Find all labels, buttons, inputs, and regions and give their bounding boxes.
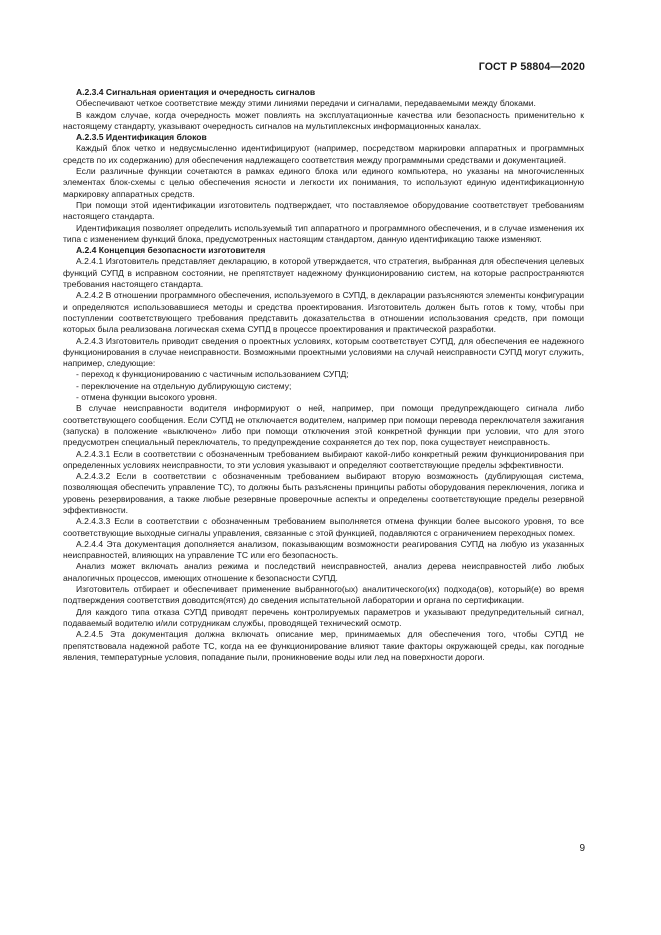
body-paragraph: А.2.4.2 В отношении программного обеспечения, используемого в СУПД, в декларации разъясняются элементы конфигурации и определяются использовавшиеся методы и средства проектирования. Изготовитель должен быть готов к тому, чтобы при поступлении соответствующего требования представить доказательства в отношении использования средств, при помощи которых была реализована логическая схема СУПД в процессе проектирования и практической разработки.	[63, 290, 584, 335]
body-paragraph: А.2.4.3.1 Если в соответствии с обозначенным требованием выбирают какой-либо конкретный режим функционирования при определенных условиях неисправности, то эти условия указывают и определяют соответствующие пределы эффективности.	[63, 448, 584, 470]
document-body	[63, 87, 584, 663]
body-paragraph: Идентификация позволяет определить используемый тип аппаратного и программного обеспечения, и в случае изменения их типа с изменением функций блока, предусмотренных настоящим стандартом, данную идентификацию также изменяют.	[63, 222, 584, 244]
body-paragraph: Каждый блок четко и недвусмысленно идентифицируют (например, посредством маркировки аппаратных и программных средств по их содержанию) для обеспечения надлежащего соответствия между программными средствами и документацией.	[63, 143, 584, 165]
body-paragraph: Анализ может включать анализ режима и последствий неисправностей, анализ дерева неисправностей либо любых аналогичных процессов, имеющих отношение к безопасности СУПД.	[63, 561, 584, 583]
standard-header: ГОСТ Р 58804—2020	[478, 61, 585, 73]
body-paragraph: Обеспечивают четкое соответствие между этими линиями передачи и сигналами, передаваемыми между блоками.	[76, 98, 536, 109]
body-paragraph: Если различные функции сочетаются в рамках единого блока или единого компьютера, но указаны на многочисленных элементах блок-схемы с целью обеспечения ясности и легкости их понимания, то используют единую идентификационную маркировку аппаратных средств.	[63, 166, 584, 199]
body-paragraph: При помощи этой идентификации изготовитель подтверждает, что поставляемое оборудование соответствует требованиям настоящего стандарта.	[63, 199, 584, 222]
body-paragraph: А.2.4.4 Эта документация дополняется анализом, показывающим возможности реагирования СУПД на любую из указанных неисправностей, влияющих на управление ТС или его безопасность.	[63, 538, 584, 561]
body-paragraph: А.2.4.3.2 Если в соответствии с обозначенным требованием выбирают вторую возможность (дублирующая система, позволяющая обеспечить управление ТС), то должны быть разъяснены принципы работы оборудования переключения, логика и уровень резервирования, а также любые резервные проверочные аспекты и определены соответствующие пределы резервной эффективности.	[63, 471, 584, 515]
body-paragraph: А.2.4.3 Изготовитель приводит сведения о проектных условиях, которым соответствует СУПД, для обеспечения ее надежного функционирования в случае неисправности. Возможными проектными условиями на случай неисправности СУПД могут служить, например, следующие:	[63, 335, 584, 369]
body-paragraph: Для каждого типа отказа СУПД приводят перечень контролируемых параметров и указывают предупредительный сигнал, подаваемый водителю и/или сотрудникам службы, проводящей технический осмотр.	[63, 606, 584, 628]
body-paragraph: А.2.4.1 Изготовитель представляет декларацию, в которой утверждается, что стратегия, выбранная для обеспечения целевых функций СУПД в исправном состоянии, не препятствует надежному функционированию систем, на которые распространяются требования настоящего стандарта.	[63, 256, 584, 290]
body-paragraph: А.2.4.3.3 Если в соответствии с обозначенным требованием выполняется отмена функции более высокого уровня, то все соответствующие выходные сигналы управления, связанные с этой функцией, подавляются с ограничением переходных помех.	[63, 516, 584, 538]
body-paragraph: В случае неисправности водителя информируют о ней, например, при помощи предупреждающего сигнала либо соответствующего сообщения. Если СУПД не отключается водителем, например при помощи перевода переключателя зажигания (запуска) в положение «выключено» либо при помощи отключения этой конкретной функции при условии, что для этого предусмотрен специальный переключатель, то предупреждение сохраняется до тех пор, пока существует неисправность.	[63, 403, 584, 448]
list-item: - отмена функции высокого уровня.	[76, 392, 218, 403]
body-paragraph: В каждом случае, когда очередность может повлиять на эксплуатационные качества или безопасность применительно к настоящему стандарту, указывают очередность сигналов на мультиплексных информационных каналах.	[63, 109, 584, 131]
section-heading: А.2.3.5 Идентификация блоков	[76, 132, 207, 143]
body-paragraph: Изготовитель отбирает и обеспечивает применение выбранного(ых) аналитического(их) подхода(ов), который(е) во время подтверждения соответствия доводится(ятся) до сведения испытательной лаборатории и органа по сертификации.	[63, 584, 584, 606]
list-item: - переключение на отдельную дублирующую систему;	[76, 380, 292, 391]
body-paragraph: А.2.4.5 Эта документация должна включать описание мер, принимаемых для обеспечения того, чтобы СУПД не препятствовала надежной работе ТС, когда на ее функционирование влияют такие факторы окружающей среды, как погодные явления, температурные условия, попадание пыли, проникновение воды или лед на поверхности дороги.	[63, 629, 584, 662]
section-heading: А.2.4 Концепция безопасности изготовителя	[76, 245, 266, 256]
section-heading: А.2.3.4 Сигнальная ориентация и очередность сигналов	[76, 87, 316, 97]
page-number: 9	[579, 843, 585, 854]
list-item: - переход к функционированию с частичным использованием СУПД;	[76, 369, 349, 380]
